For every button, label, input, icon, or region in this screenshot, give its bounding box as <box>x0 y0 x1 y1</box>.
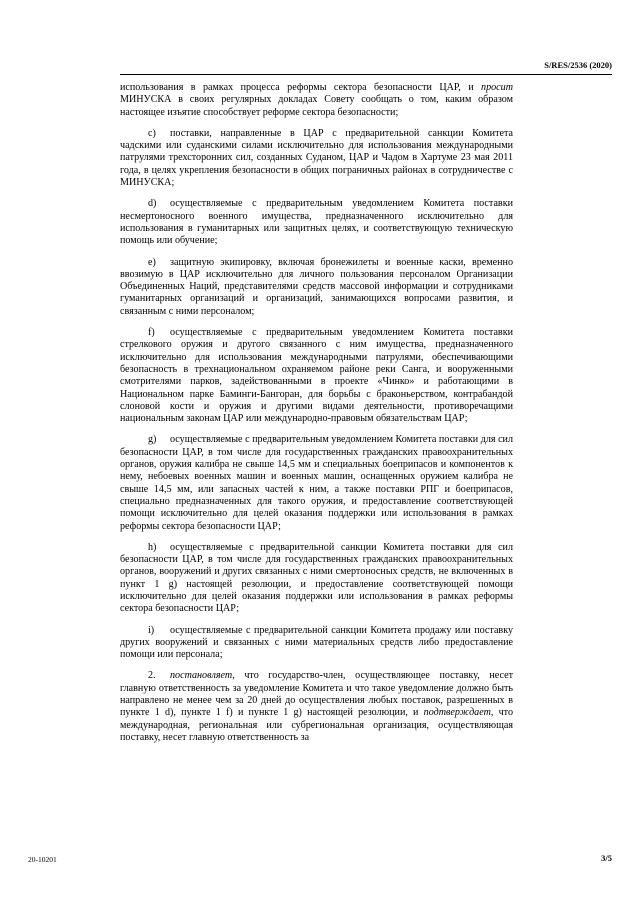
operative-verb: подтверждает <box>423 707 491 719</box>
item-text: поставки, направленные в ЦАР с предварительной санкции Комитета чадскими или суданскими силами исключительно для использования международными патрулями трехсторонних сил, созданных Суданом, ЦАР и Чадом в Хартуме 23 мая 2011 года, в целях укрепления безопасности в общих пограничных районах в сотрудничестве с МИНУСКА; <box>120 127 513 189</box>
item-h <box>120 542 513 616</box>
item-label: h) <box>148 541 157 553</box>
item-d <box>120 198 513 247</box>
intro-paragraph <box>120 82 513 119</box>
paragraph-text: , что международная, региональная или субрегиональная организация, осуществляющая поставку, несет главную ответственность за <box>120 707 513 743</box>
item-label: g) <box>148 434 157 446</box>
item-label: c) <box>148 127 156 139</box>
item-c <box>120 128 513 189</box>
item-text: осуществляемые с предварительным уведомлением Комитета поставки несмертоносного военного имущества, предназначенного исключительно для использования в гуманитарных или защитных целях, и соответствующую техническую помощь или обучение; <box>120 198 513 247</box>
item-f <box>120 327 513 425</box>
item-text: осуществляемые с предварительным уведомлением Комитета поставки стрелкового оружия и другого связанного с ним имущества, предназначенного исключительно для использования международными патрулями, обеспечивающими безопасность в трехнациональном охраняемом районе реки Санга, и вооруженными смотрителями парков, задействованными в проекте «Чинко» и работающими в Национальном парке Баминги-Бангоран, для борьбы с браконьерством, контрабандой слоновой кости и оружия и другими видами деятельности, противоречащими национальным законам ЦАР или международно-правовым обязательствам ЦАР; <box>120 327 513 425</box>
document-body <box>120 82 513 753</box>
document-number: 20-10201 <box>28 855 57 864</box>
item-label: e) <box>148 256 156 268</box>
item-i <box>120 625 513 662</box>
item-text: защитную экипировку, включая бронежилеты и военные каски, временно ввозимую в ЦАР исключительно для личного пользования персоналом Организации Объединенных Наций, представителями средств массовой информации и сотрудниками гуманитарных организаций и организаций, занимающихся вопросами развития, и связанным с ними персоналом; <box>120 256 513 317</box>
intro-text-b: МИНУСКА в своих регулярных докладах Совету сообщать о том, каким образом настоящее изъятие способствует реформе сектора безопасности; <box>120 94 513 118</box>
item-label: f) <box>148 327 155 339</box>
intro-text-a: использования в рамках процесса реформы сектора безопасности ЦАР, и <box>120 82 482 93</box>
paragraph-text: , что государство-член, осуществляющее поставку, несет главную ответственность за уведомление Комитета и что такое уведомление должно быть направлено не менее чем за 20 дней до осуществления любых поставок, разрешенных в пункте 1 d), пункте 1 f) и пункте 1 g) настоящей резолюции, и <box>120 670 513 719</box>
item-g <box>120 434 513 532</box>
item-label: i) <box>148 624 155 636</box>
item-text: осуществляемые с предварительным уведомлением Комитета поставки для сил безопасности ЦАР, в том числе для государственных гражданских правоохранительных органов, оружия калибра не свыше 14,5 мм и специальных боеприпасов и компонентов к нему, небоевых военных машин и военных машин, оснащенных оружием калибра не свыше 14,5 мм, или запасных частей к ним, а также поставки РПГ и боеприпасов, специально предназначенных для такого оружия, и предоставление соответствующей помощи исключительно для целей оказания поддержки или использования в рамках реформы сектора безопасности ЦАР; <box>120 434 513 532</box>
header-rule <box>120 74 612 75</box>
item-label: d) <box>148 198 157 210</box>
paragraph-2 <box>120 670 513 744</box>
document-symbol: S/RES/2536 (2020) <box>544 60 612 70</box>
page-number: 3/5 <box>601 853 612 863</box>
paragraph-number: 2. <box>148 670 156 682</box>
operative-verb: постановляет <box>170 670 233 682</box>
item-e <box>120 257 513 318</box>
item-text: осуществляемые с предварительной санкции Комитета продажу или поставку других вооружений и связанных с ними материальных средств либо предоставление помощи или персонала; <box>120 624 513 661</box>
item-text: осуществляемые с предварительной санкции Комитета поставки для сил безопасности ЦАР, в том числе для государственных гражданских правоохранительных органов, вооружений и других связанных с ними смертоносных средств, не включенных в пункт 1 g) настоящей резолюции, и предоставление соответствующей помощи исключительно для целей оказания поддержки или использования в рамках реформы сектора безопасности ЦАР; <box>120 541 513 615</box>
intro-italic: просит <box>481 82 513 93</box>
